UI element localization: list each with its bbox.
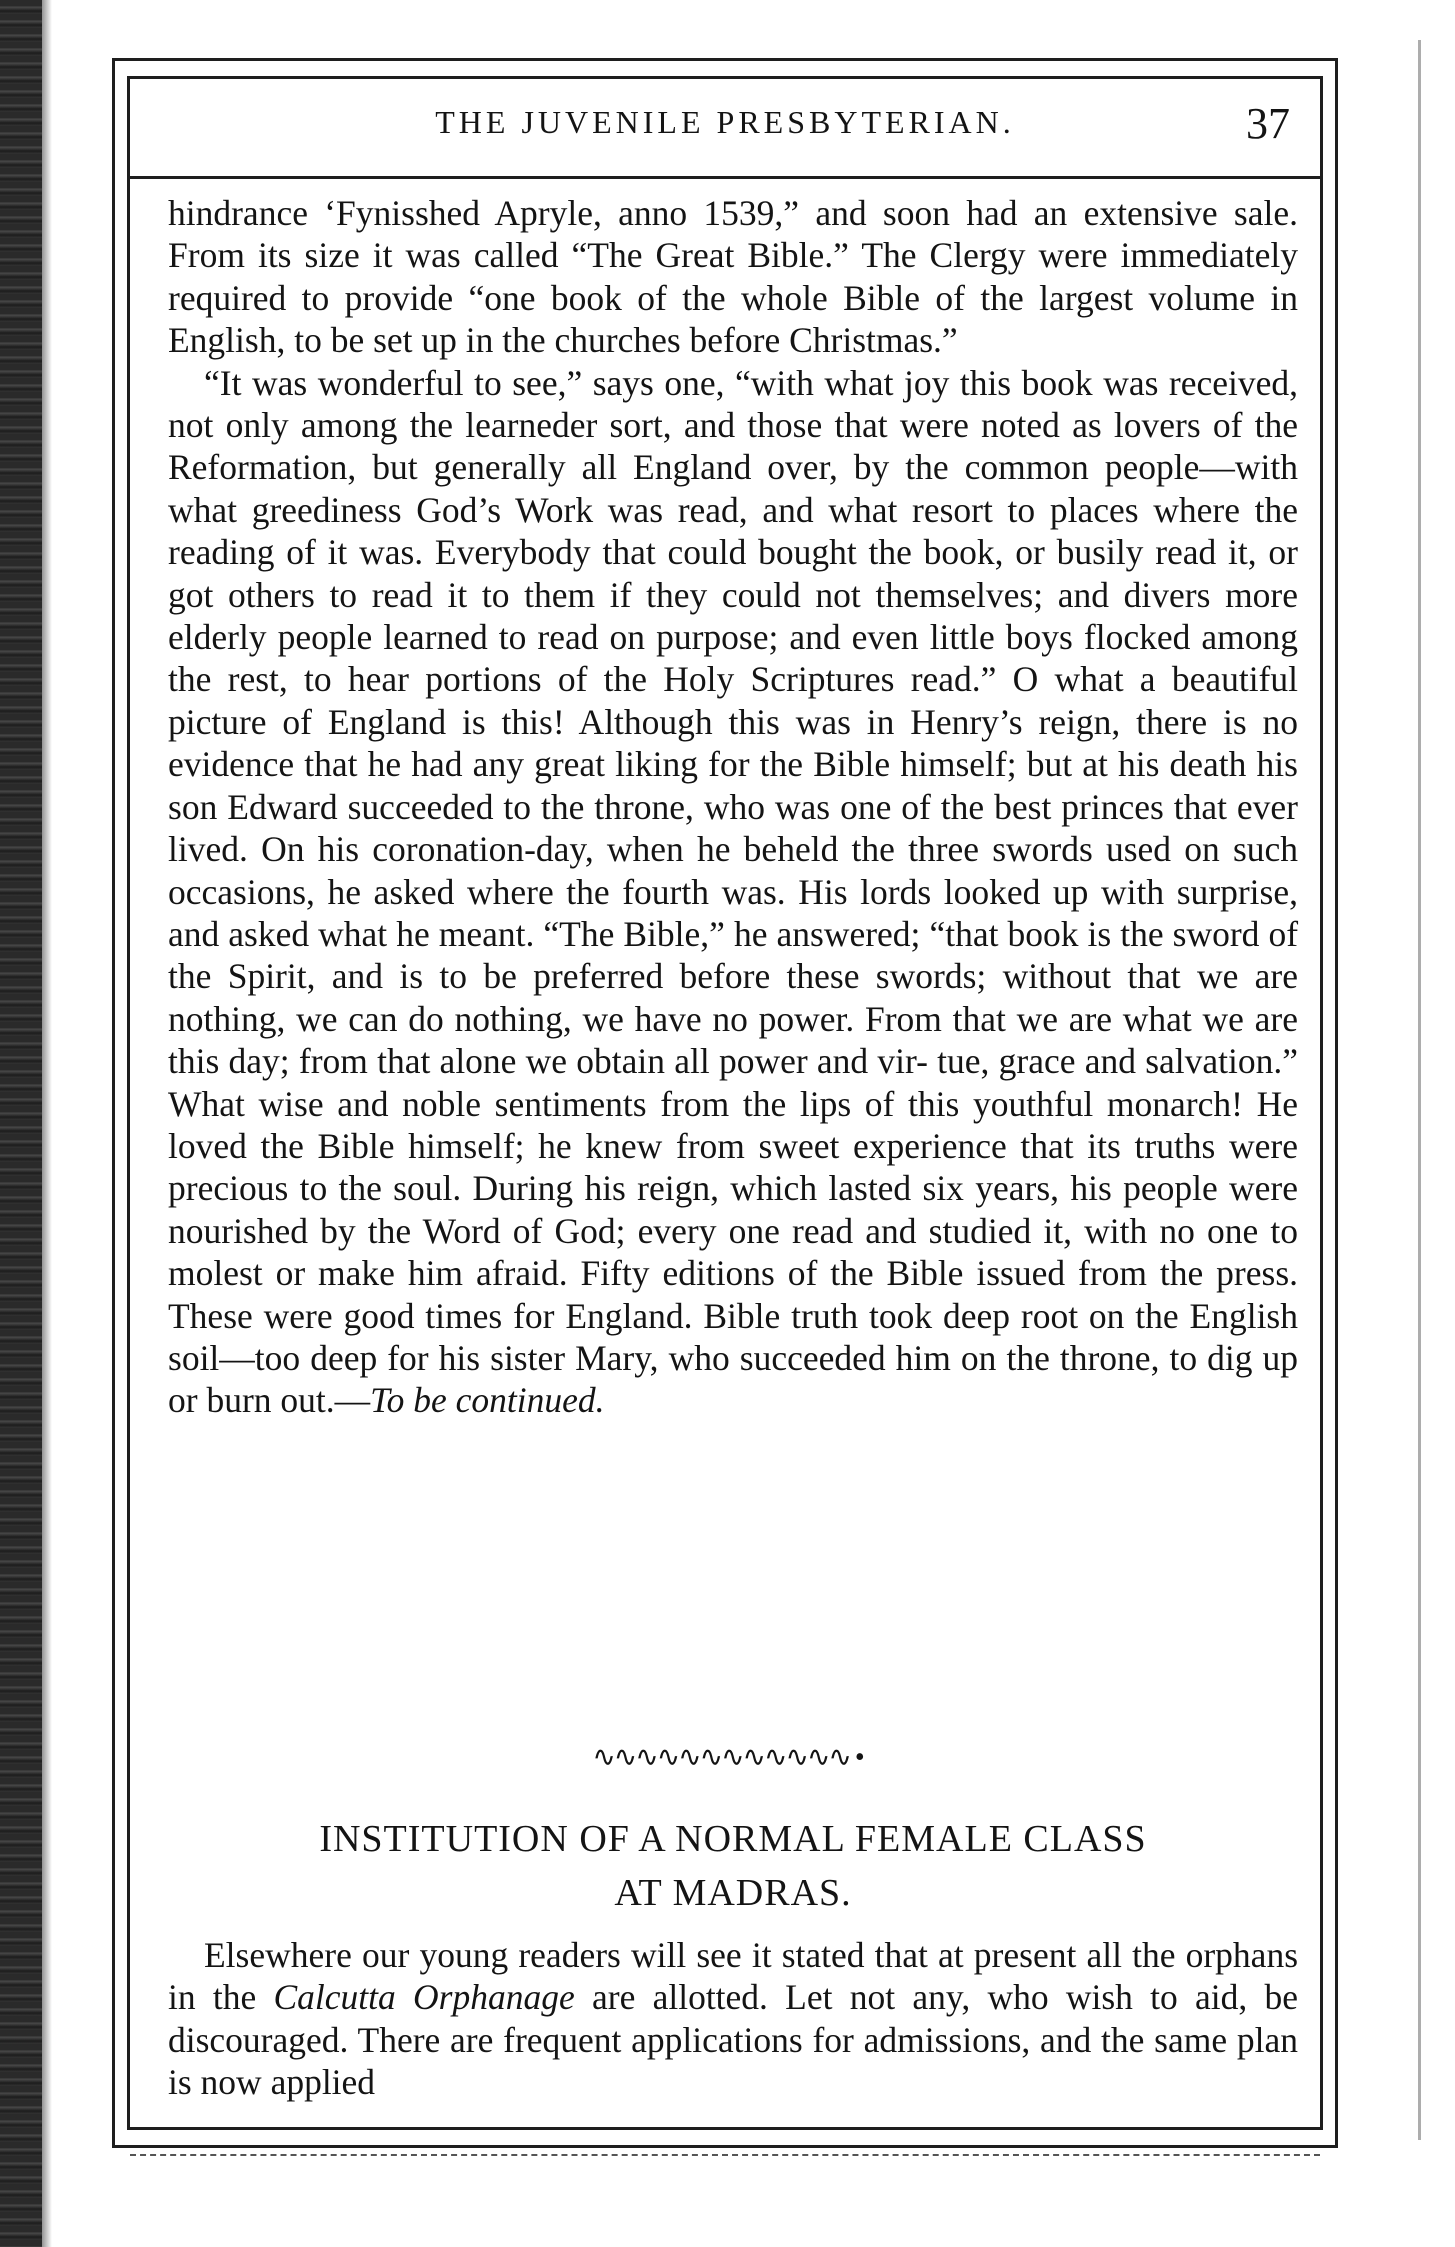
text-line: Elsewhere our young readers will see it stated that at present	[204, 1935, 1077, 1975]
text-line: book was received, not only among the learneder sort, and those	[168, 362, 1299, 446]
text-line: on such occasions, he asked where the fourth was. His lords	[168, 829, 1299, 912]
text-line: read and studied it, with no one to molest or make him afraid.	[168, 1210, 1299, 1294]
text-line: himself; he knew from sweet experience that its truths were	[408, 1125, 1299, 1166]
text-line: Bible himself; but at his death his son Edward succeeded to	[168, 744, 1298, 827]
section-divider-ornament: ∿∿∿∿∿∿∿∿∿∿∿∿ •	[592, 1742, 863, 1773]
section-heading	[168, 1812, 1298, 1920]
section-paragraph-1	[168, 1934, 1298, 2104]
text-line: precious to the soul. During his reign, which lasted six years,	[168, 1168, 1060, 1209]
text-line: hindrance ‘Fynisshed Apryle, anno 1539,” and soon had an	[168, 193, 1068, 233]
text-line: we can do nothing, we have no power. From that we are what	[296, 998, 1192, 1039]
text-line: preferred before these swords; without that we are nothing,	[168, 956, 1298, 1039]
page-header	[132, 98, 1318, 158]
text-line: are allotted. Let	[574, 1977, 833, 2018]
text-line: “It was wonderful to see,” says one, “with what joy this	[204, 362, 1012, 403]
text-line: God’s Work was read, and what resort to places where the	[416, 489, 1299, 530]
text-line: extensive sale. From its size it was called “The Great Bible.”	[168, 193, 1298, 276]
to-be-continued-note: To be continued.	[370, 1380, 605, 1421]
text-line: The Clergy were immediately required to provide “one book of	[168, 235, 1298, 318]
text-line: portions of the Holy Scriptures read.” O what a beautiful	[425, 659, 1298, 700]
text-line: not any, who wish to aid, be discouraged. There are frequent	[168, 1977, 1299, 2060]
article-paragraph-2	[168, 362, 1298, 1422]
text-line: purpose; and even little boys flocked among the rest, to hear	[168, 617, 1299, 700]
text-line: all the orphans in the	[168, 1935, 1299, 2018]
page-binding-edge	[0, 0, 42, 2247]
text-line: On his coronation-day, when he beheld the three swords used	[261, 829, 1172, 870]
text-line: in the churches before Christmas.”	[465, 320, 958, 361]
text-line: from the lips of this youthful monarch! He loved the Bible	[168, 1083, 1298, 1166]
text-line: that were noted as lovers of the Reformation, but generally all	[168, 405, 1298, 488]
text-line: the throne, who was one of the best princes that ever lived.	[168, 786, 1298, 870]
bottom-rule	[130, 2154, 1320, 2156]
text-line: him on the throne, to dig up or burn out.—	[168, 1337, 1299, 1421]
article-paragraph-1	[168, 192, 1298, 362]
text-line: the whole Bible of the largest volume in English, to be set up	[168, 277, 1298, 361]
section-heading-line-1: INSTITUTION OF A NORMAL FEMALE CLASS	[319, 1818, 1147, 1860]
text-line: reading of it was. Everybody that could bought the book, or	[168, 532, 1045, 573]
text-line: English soil—too deep for his sister Mary, who succeeded	[168, 1295, 1298, 1378]
text-line: his people were nourished by the Word of God; every one	[168, 1168, 1299, 1251]
page-right-edge	[1418, 40, 1429, 2140]
page-number: 37	[1246, 99, 1290, 148]
text-line: England over, by the common people—with what greediness	[168, 447, 1298, 530]
section-body	[168, 1934, 1298, 2104]
text-line: we are this day; from that alone we obtain all power and vir-	[168, 998, 1299, 1082]
text-line: applications for admissions, and the same plan is now applied	[168, 2019, 1298, 2103]
text-line: picture of England is this! Although this was in Henry’s	[168, 701, 1023, 742]
text-line: tue, grace and salvation.” What wise and noble sentiments	[168, 1041, 1298, 1124]
text-line: he answered; “that book is the sword of the Spirit, and is to be	[168, 913, 1299, 997]
text-line: reign, there is no evidence that he had any great liking for the	[168, 701, 1299, 785]
calcutta-orphanage-name: Calcutta Orphanage	[273, 1977, 575, 2018]
article-body	[168, 192, 1298, 1422]
header-rule	[130, 176, 1320, 179]
text-line: good times for England. Bible truth took deep root on the	[343, 1295, 1179, 1336]
text-line: themselves; and divers more elderly people learned to read on	[168, 574, 1299, 658]
text-line: busily read it, or got others to read it to them if they could not	[168, 532, 1299, 615]
text-line: Fifty editions of the Bible issued from the press. These were	[168, 1253, 1299, 1336]
section-heading-line-2: AT MADRAS.	[614, 1872, 852, 1914]
running-title: THE JUVENILE PRESBYTERIAN.	[435, 104, 1015, 140]
text-line: looked up with surprise, and asked what he meant. “The Bible,”	[168, 871, 1298, 954]
